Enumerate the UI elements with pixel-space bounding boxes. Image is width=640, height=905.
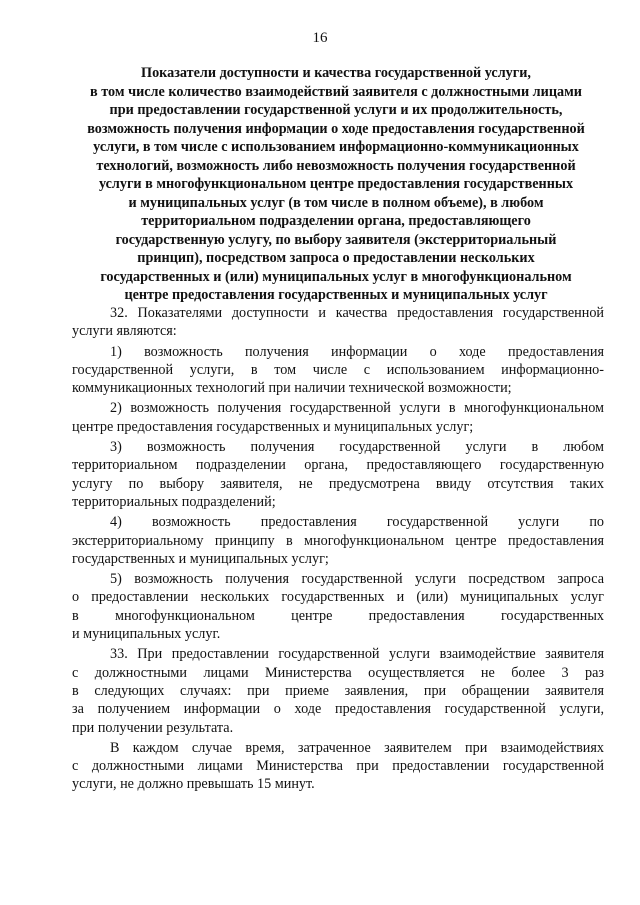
paragraph-time-limit [72, 739, 604, 794]
text-line: 2) возможность получения государственной услуги в многофункциональном [110, 400, 604, 417]
heading-line: технологий, возможность либо невозможность получения государственной [96, 157, 576, 174]
text-line: при получении результата. [72, 719, 234, 736]
text-line: 4) возможность предоставления государственной услуги по [110, 514, 604, 531]
text-line: за получением информации о ходе предоставления государственной услуги, [72, 701, 604, 718]
text-line: с должностными лицами Министерства осуществляется не более 3 раз [72, 664, 604, 681]
text-line: В каждом случае время, затраченное заявителем при взаимодействиях [110, 739, 604, 756]
document-body [72, 304, 604, 796]
text-line: территориальных подразделений; [72, 493, 276, 510]
heading-line: центре предоставления государственных и муниципальных услуг [124, 287, 548, 303]
heading-line: Показатели доступности и качества государственной услуги, [141, 65, 531, 81]
text-line: центре предоставления государственных и муниципальных услуг; [72, 418, 474, 435]
text-line: 5) возможность получения государственной услуги посредством запроса [110, 571, 604, 588]
text-line: государственной услуги, в том числе с использованием информационно- [72, 361, 604, 378]
heading-line: при предоставлении государственной услуги и их продолжительность, [109, 102, 563, 118]
heading-line: территориальном подразделении органа, предоставляющего [141, 213, 531, 229]
text-line: коммуникационных технологий при наличии технической возможности; [72, 380, 512, 397]
heading-line: услуги в многофункциональном центре предоставления государственных [98, 176, 574, 192]
text-line: в многофункциональном центре предоставления государственных [72, 607, 604, 624]
text-line: 3) возможность получения государственной услуги в любом [110, 439, 604, 456]
text-line: территориальном подразделении органа, предоставляющего государственную [72, 457, 604, 474]
heading-line: услуги, в том числе с использованием информационно-коммуникационных [93, 139, 579, 155]
list-item-5 [72, 570, 604, 643]
text-line: в следующих случаях: при приеме заявления, при обращении заявителя [72, 682, 604, 699]
list-item-1 [72, 343, 604, 398]
text-line: с должностными лицами Министерства при предоставлении государственной [72, 758, 604, 775]
paragraph-33 [72, 645, 604, 736]
text-line: 1) возможность получения информации о ходе предоставления [110, 343, 604, 360]
text-line: 33. При предоставлении государственной услуги взаимодействие заявителя [110, 646, 604, 663]
text-line: о предоставлении нескольких государственных и (или) муниципальных услуг [72, 589, 604, 606]
heading-line: государственную услугу, по выбору заявителя (экстерриториальный [115, 231, 557, 248]
list-item-2 [72, 399, 604, 436]
section-heading [68, 64, 604, 305]
list-item-4 [72, 513, 604, 568]
page-number: 16 [312, 30, 328, 46]
text-line: и муниципальных услуг. [72, 626, 221, 643]
heading-line: в том числе количество взаимодействий заявителя с должностными лицами [90, 83, 582, 100]
heading-line: принцип), посредством запроса о предоставлении нескольких [137, 250, 535, 266]
text-line: услуги являются: [72, 323, 177, 340]
text-line: государственных и муниципальных услуг; [72, 550, 329, 567]
paragraph-32 [72, 304, 604, 341]
list-item-3 [72, 438, 604, 511]
heading-line: и муниципальных услуг (в том числе в полном объеме), в любом [128, 194, 544, 211]
text-line: услугу по выбору заявителя, не предусмотрена ввиду отсутствия таких [72, 475, 604, 492]
text-line: экстерриториальному принципу в многофункциональном центре предоставления [72, 532, 604, 549]
heading-line: государственных и (или) муниципальных услуг в многофункциональном [100, 268, 572, 285]
text-line: услуги, не должно превышать 15 минут. [72, 776, 315, 793]
text-line: 32. Показателями доступности и качества предоставления государственной [110, 305, 604, 321]
heading-line: возможность получения информации о ходе предоставления государственной [87, 120, 585, 137]
